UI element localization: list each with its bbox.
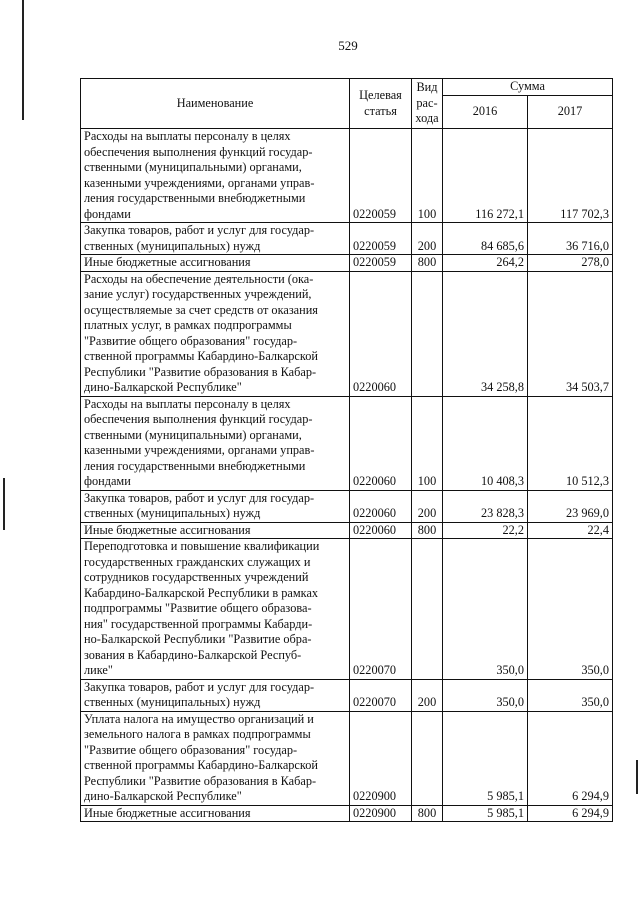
row-name-line: обеспечения выполнения функций государ-	[84, 412, 313, 426]
expense-kind	[412, 539, 443, 680]
target-article: 0220060	[350, 522, 412, 539]
row-name-line: фондами	[84, 474, 131, 488]
row-name-line: Переподготовка и повышение квалификации	[84, 539, 320, 553]
sum-2017: 350,0	[528, 679, 613, 711]
row-name-line: Кабардино-Балкарской Республики в рамках	[84, 585, 319, 600]
row-name-line: ственных (муниципальных) нужд	[84, 695, 261, 709]
row-name	[81, 711, 350, 805]
row-name-line: Иные бюджетные ассигнования	[84, 255, 251, 269]
sum-2017: 117 702,3	[528, 129, 613, 223]
row-name-line: земельного налога в рамках подпрограммы	[84, 727, 311, 741]
expense-kind: 800	[412, 522, 443, 539]
header-sum: Сумма	[443, 79, 613, 96]
scan-margin-mark	[22, 0, 24, 120]
sum-2016: 116 272,1	[443, 129, 528, 223]
row-name-line: дино-Балкарской Республике"	[84, 789, 242, 803]
page-number: 529	[338, 38, 358, 53]
table-row	[81, 271, 613, 396]
row-name	[81, 490, 350, 522]
sum-2016: 84 685,6	[443, 223, 528, 255]
row-name	[81, 255, 350, 272]
sum-2017: 6 294,9	[528, 711, 613, 805]
row-name-line: осуществляемые за счет средств от оказания	[84, 302, 318, 317]
row-name-line: "Развитие общего образования" государ-	[84, 333, 298, 348]
target-article: 0220060	[350, 396, 412, 490]
sum-2016: 264,2	[443, 255, 528, 272]
row-name-line: казенными учреждениями, органами управ-	[84, 175, 315, 190]
expense-kind: 800	[412, 255, 443, 272]
expense-kind: 200	[412, 679, 443, 711]
row-name-line: фондами	[84, 206, 131, 221]
row-name-line: обеспечения выполнения функций государ-	[84, 144, 313, 159]
table-body	[81, 129, 613, 822]
row-name-line: ственной программы Кабардино-Балкарской	[84, 758, 318, 772]
target-article: 0220059	[350, 223, 412, 255]
sum-2016: 5 985,1	[443, 805, 528, 822]
row-name-line: Расходы на выплаты персоналу в целях	[84, 129, 291, 143]
row-name-line: зание услуг) государственных учреждений,	[84, 287, 312, 301]
target-article: 0220060	[350, 490, 412, 522]
table-row	[81, 129, 613, 223]
table-row	[81, 396, 613, 490]
table-row	[81, 255, 613, 272]
sum-2017: 10 512,3	[528, 396, 613, 490]
row-name-line: Закупка товаров, работ и услуг для государ-	[84, 223, 315, 237]
row-name-line: подпрограммы "Развитие общего образова-	[84, 601, 312, 615]
budget-table	[80, 78, 613, 822]
sum-2017: 278,0	[528, 255, 613, 272]
sum-2017: 22,4	[528, 522, 613, 539]
row-name-line: ственных (муниципальных) нужд	[84, 238, 261, 253]
expense-kind	[412, 271, 443, 396]
expense-kind	[412, 711, 443, 805]
table-row	[81, 522, 613, 539]
row-name-line: Уплата налога на имущество организаций и	[84, 711, 314, 726]
scan-margin-mark	[636, 760, 638, 794]
header-year-2016: 2016	[443, 96, 528, 129]
row-name-line: Иные бюджетные ассигнования	[84, 805, 251, 820]
row-name	[81, 522, 350, 539]
sum-2017: 350,0	[528, 539, 613, 680]
target-article: 0220900	[350, 805, 412, 822]
row-name	[81, 396, 350, 490]
row-name-line: ственными (муниципальными) органами,	[84, 160, 302, 174]
row-name-line: Расходы на выплаты персоналу в целях	[84, 396, 291, 411]
row-name-line: зования в Кабардино-Балкарской Респуб-	[84, 647, 302, 662]
row-name-line: сотрудников государственных учреждений	[84, 570, 309, 584]
expense-kind: 200	[412, 223, 443, 255]
row-name-line: Республики "Развитие образования в Кабар-	[84, 364, 317, 379]
row-name-line: Расходы на обеспечение деятельности (ока-	[84, 271, 314, 286]
sum-2016: 23 828,3	[443, 490, 528, 522]
row-name-line: ственной программы Кабардино-Балкарской	[84, 349, 318, 363]
expense-kind: 100	[412, 129, 443, 223]
row-name-line: Иные бюджетные ассигнования	[84, 522, 251, 537]
target-article: 0220060	[350, 271, 412, 396]
row-name-line: ния" государственной программы Кабарди-	[84, 616, 313, 631]
row-name-line: ления государственными внебюджетными	[84, 191, 306, 205]
target-article: 0220900	[350, 711, 412, 805]
expense-kind: 800	[412, 805, 443, 822]
row-name	[81, 223, 350, 255]
row-name-line: казенными учреждениями, органами управ-	[84, 443, 315, 457]
row-name-line: ственных (муниципальных) нужд	[84, 506, 261, 520]
row-name-line: Закупка товаров, работ и услуг для государ-	[84, 679, 315, 694]
sum-2016: 5 985,1	[443, 711, 528, 805]
expense-kind: 100	[412, 396, 443, 490]
expense-kind: 200	[412, 490, 443, 522]
sum-2016: 34 258,8	[443, 271, 528, 396]
row-name	[81, 539, 350, 680]
target-article: 0220059	[350, 255, 412, 272]
header-year-2017: 2017	[528, 96, 613, 129]
header-target-article: Целевая статья	[350, 79, 412, 129]
table-row	[81, 223, 613, 255]
row-name	[81, 679, 350, 711]
table-row	[81, 805, 613, 822]
row-name	[81, 805, 350, 822]
row-name-line: Закупка товаров, работ и услуг для государ-	[84, 490, 315, 505]
row-name	[81, 129, 350, 223]
target-article: 0220070	[350, 539, 412, 680]
row-name-line: лике"	[84, 663, 113, 677]
row-name-line: Республики "Развитие образования в Кабар-	[84, 773, 317, 788]
table-row	[81, 539, 613, 680]
row-name-line: "Развитие общего образования" государ-	[84, 742, 298, 757]
table-header	[81, 79, 613, 129]
row-name-line: но-Балкарской Республики "Развитие обра-	[84, 632, 312, 646]
header-expense-kind: Вид рас- хода	[412, 79, 443, 129]
sum-2016: 10 408,3	[443, 396, 528, 490]
sum-2017: 23 969,0	[528, 490, 613, 522]
row-name	[81, 271, 350, 396]
scan-margin-mark	[3, 478, 5, 530]
row-name-line: платных услуг, в рамках подпрограммы	[84, 318, 292, 332]
sum-2016: 350,0	[443, 539, 528, 680]
sum-2016: 350,0	[443, 679, 528, 711]
sum-2016: 22,2	[443, 522, 528, 539]
table-row	[81, 679, 613, 711]
sum-2017: 6 294,9	[528, 805, 613, 822]
row-name-line: ления государственными внебюджетными	[84, 458, 306, 473]
row-name-line: ственными (муниципальными) органами,	[84, 427, 302, 442]
table-row	[81, 711, 613, 805]
target-article: 0220059	[350, 129, 412, 223]
sum-2017: 34 503,7	[528, 271, 613, 396]
table-row	[81, 490, 613, 522]
sum-2017: 36 716,0	[528, 223, 613, 255]
target-article: 0220070	[350, 679, 412, 711]
header-name: Наименование	[81, 79, 350, 129]
row-name-line: государственных гражданских служащих и	[84, 554, 311, 569]
row-name-line: дино-Балкарской Республике"	[84, 380, 242, 394]
